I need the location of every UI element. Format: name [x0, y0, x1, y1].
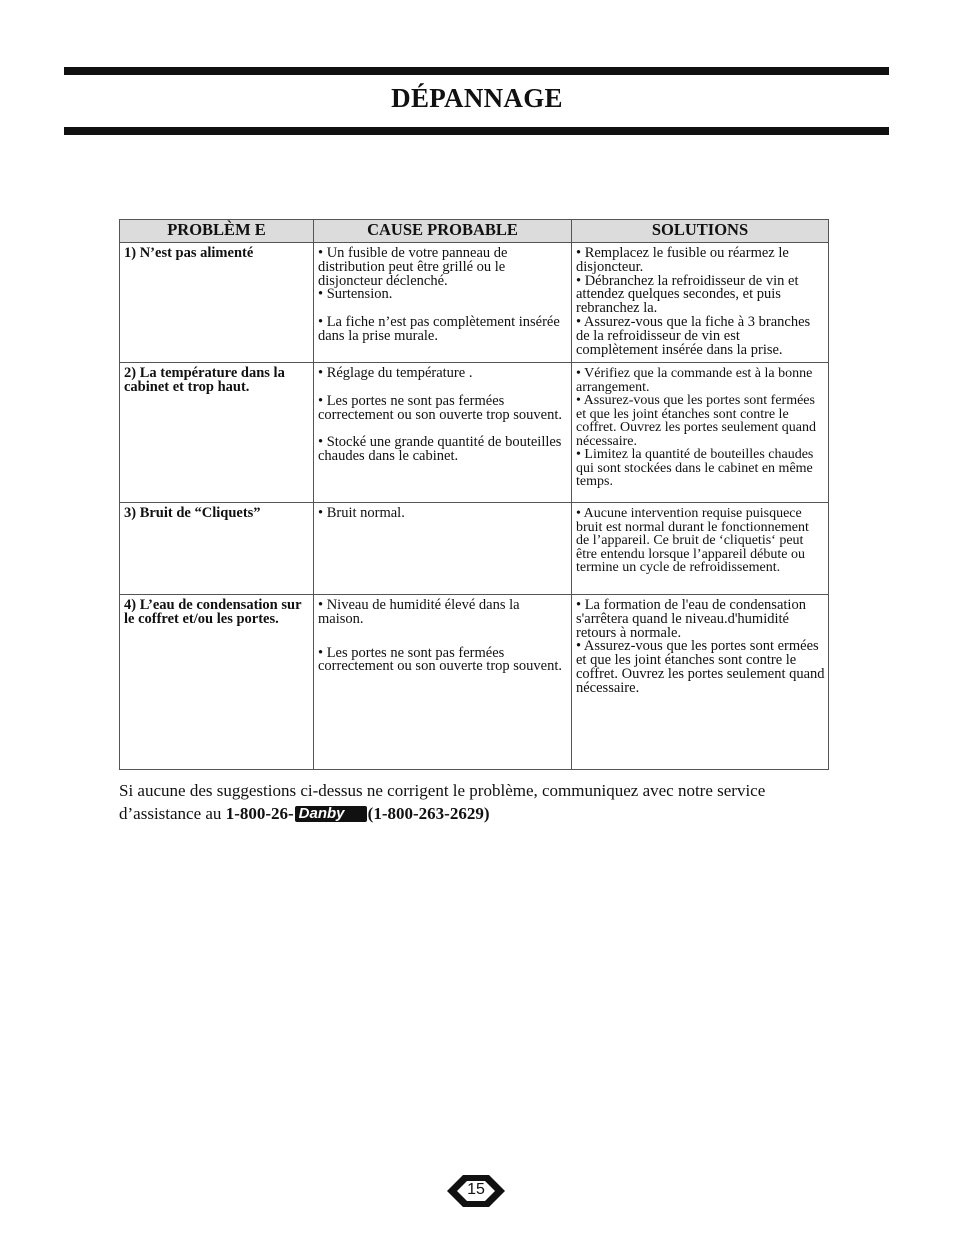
- troubleshooting-table: [119, 219, 829, 770]
- page-title: DÉPANNAGE: [391, 83, 563, 113]
- problem-cell: 2) La température dans la cabinet et trop haut.: [120, 363, 314, 503]
- cause-item: • Les portes ne sont pas fermées correctement ou son ouverte trop souvent.: [318, 392, 563, 423]
- cause-item: • Un fusible de votre panneau de distribution peut être grillé ou le disjoncteur déclenché.: [318, 245, 508, 289]
- danby-logo: Danby: [295, 806, 367, 822]
- solution-cell: [572, 363, 829, 503]
- table-row: [120, 363, 829, 503]
- page-number: 15: [467, 1181, 485, 1198]
- problem-cell: 3) Bruit de “Cliquets”: [120, 503, 314, 595]
- cause-item: • Les portes ne sont pas fermées correctement ou son ouverte trop souvent.: [318, 644, 563, 675]
- solution-item: • Assurez-vous que les portes sont ermées et que les joint étanches sont contre le coffret. Ouvrez les portes seulement quand nécessaire.: [576, 638, 825, 696]
- cause-cell: [314, 503, 572, 595]
- cause-item: • La fiche n’est pas complètement insérée dans la prise murale.: [318, 314, 560, 344]
- problem-cell: 4) L’eau de condensation sur le coffret et/ou les portes.: [120, 595, 314, 770]
- phone-number: (1-800-263-2629): [367, 804, 490, 823]
- cause-item: • Surtension.: [318, 286, 393, 303]
- table-row: [120, 243, 829, 363]
- solution-item: • Vérifiez que la commande est à la bonne arrangement.: [576, 366, 813, 395]
- phone-prefix: 1-800-26-: [225, 804, 294, 823]
- cause-item: • Réglage du température .: [318, 365, 473, 381]
- solution-item: • Assurez-vous que la fiche à 3 branches de la refroidisseur de vin est complètement insérée dans la prise.: [576, 313, 811, 358]
- solution-item: • Débranchez la refroidisseur de vin et attendez quelques secondes, et puis rebranchez la.: [576, 272, 799, 317]
- solution-item: • La formation de l'eau de condensation s'arrêtera quand le niveau.d'humidité retours à normale.: [576, 597, 806, 641]
- solution-cell: [572, 503, 829, 595]
- solution-cell: [572, 243, 829, 363]
- table-row: [120, 503, 829, 595]
- footer-text: Si aucune des suggestions ci-dessus ne corrigent le problème, communiquez avec notre service d’assistance au: [119, 781, 766, 823]
- cause-cell: [314, 243, 572, 363]
- cause-cell: [314, 595, 572, 770]
- table-header-row: [120, 220, 829, 243]
- cause-item: • Stocké une grande quantité de bouteilles chaudes dans le cabinet.: [318, 434, 562, 465]
- top-rule: [64, 67, 889, 75]
- solution-item: • Limitez la quantité de bouteilles chaudes qui sont stockées dans le cabinet en même temps.: [576, 447, 814, 489]
- cause-item: • Niveau de humidité élevé dans la maison.: [318, 597, 520, 627]
- solution-cell: [572, 595, 829, 770]
- header-problem: PROBLÈM E: [120, 220, 314, 243]
- header-solutions: SOLUTIONS: [572, 220, 829, 243]
- page-number-badge: [447, 1172, 505, 1210]
- problem-cell: 1) N’est pas alimenté: [120, 243, 314, 363]
- solution-item: • Remplacez le fusible ou réarmez le disjoncteur.: [576, 245, 789, 275]
- table-row: [120, 595, 829, 770]
- footer-note: [119, 779, 839, 825]
- solution-item: • Aucune intervention requise puisquece bruit est normal durant le fonctionnement de l’appareil. Ce bruit de ‘cliquetis‘ peut être entendu lorsque l’appareil débute ou termine un cycle de refroidissement.: [576, 506, 809, 575]
- bottom-rule: [64, 127, 889, 135]
- cause-item: • Bruit normal.: [318, 505, 405, 521]
- header-cause: CAUSE PROBABLE: [314, 220, 572, 243]
- cause-cell: [314, 363, 572, 503]
- solution-item: • Assurez-vous que les portes sont fermées et que les joint étanches sont contre le coffret. Ouvrez les portes seulement quand nécessaire.: [576, 393, 816, 449]
